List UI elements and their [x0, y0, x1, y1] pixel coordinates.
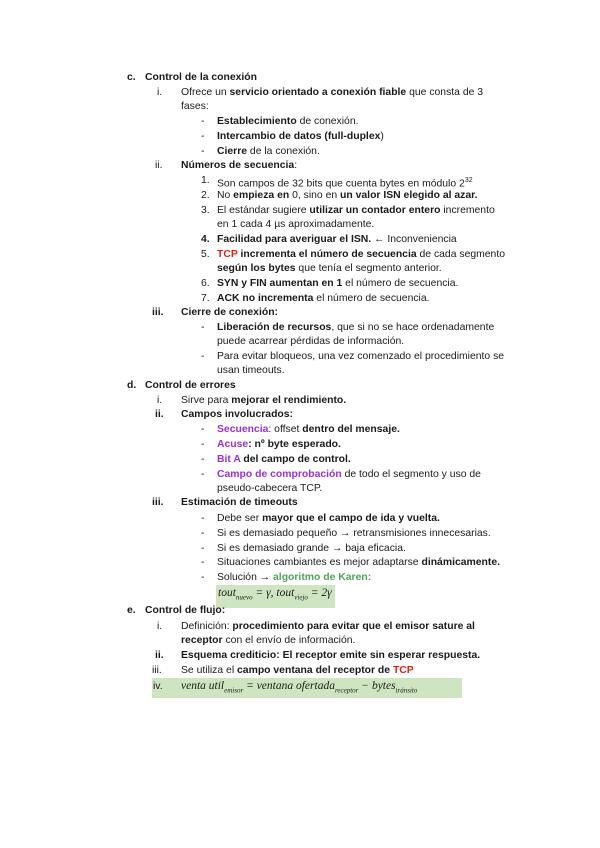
- bullet-dash: -: [201, 116, 205, 127]
- e-ii-text: Esquema crediticio: El receptor emite sin esperar respuesta.: [181, 650, 481, 661]
- numbered-item-cont: en 1 cada 4 µs aproximadamente.: [217, 219, 375, 230]
- numbered-marker: 7.: [201, 293, 210, 304]
- list-item-cont: usan timeouts.: [217, 365, 285, 376]
- timeout-formula: tout$_{nuevo}$ = γ, tout$_{viejo}$ = 2γ: [216, 585, 335, 608]
- list-item: Solución → algoritmo de Karen:: [217, 572, 372, 583]
- list-item: Situaciones cambiantes es mejor adaptarse dinámicamente.: [217, 557, 501, 568]
- d-iii-title: Estimación de timeouts: [181, 497, 298, 508]
- bullet-dash: -: [201, 543, 205, 554]
- bullet-dash: -: [201, 557, 205, 568]
- numbered-item: El estándar sugiere utilizar un contador entero incremento: [217, 205, 495, 216]
- numbered-marker: 2.: [201, 190, 210, 201]
- list-item: Cierre de la conexión.: [217, 146, 320, 157]
- e-iv-marker: iv.: [153, 681, 163, 692]
- bullet-dash: -: [201, 131, 205, 142]
- section-e-title: Control de flujo:: [145, 605, 226, 616]
- list-item: Secuencia: offset dentro del mensaje.: [217, 424, 400, 435]
- numbered-item: No empieza en 0, sino en un valor ISN elegido al azar.: [217, 190, 478, 201]
- numbered-item: TCP incrementa el número de secuencia de cada segmento: [217, 249, 506, 260]
- bullet-dash: -: [201, 528, 205, 539]
- bullet-dash: -: [201, 146, 205, 157]
- flow-formula: venta util$_{emisor}$ = ventana ofertada$_{receptor}$ − bytes$_{tránsito}$: [181, 680, 418, 695]
- list-item: Bit A del campo de control.: [217, 454, 351, 465]
- section-c-marker: c.: [127, 72, 136, 83]
- c-iii-title: Cierre de conexión:: [181, 307, 279, 318]
- numbered-marker: 3.: [201, 205, 210, 216]
- list-item-cont: pseudo-cabecera TCP.: [217, 483, 323, 494]
- c-iii-marker: iii.: [152, 307, 164, 318]
- numbered-item: Facilidad para averiguar el ISN. ← Inconveniencia: [217, 234, 457, 245]
- list-item: Para evitar bloqueos, una vez comenzado el procedimiento se: [217, 351, 505, 362]
- section-d-marker: d.: [127, 380, 137, 391]
- d-i-text: Sirve para mejorar el rendimiento.: [181, 395, 347, 406]
- e-iii-text: Se utiliza el campo ventana del receptor de TCP: [181, 665, 414, 676]
- d-ii-title: Campos involucrados:: [181, 409, 294, 420]
- bullet-dash: -: [201, 439, 205, 450]
- bullet-dash: -: [201, 351, 205, 362]
- list-item: Acuse: nº byte esperado.: [217, 439, 341, 450]
- bullet-dash: -: [201, 322, 205, 333]
- e-i-marker: i.: [157, 621, 163, 632]
- e-iii-marker: iii.: [152, 665, 162, 676]
- c-i-marker: i.: [157, 87, 163, 98]
- bullet-dash: -: [201, 572, 205, 583]
- list-item: Liberación de recursos, que si no se hace ordenadamente: [217, 322, 495, 333]
- e-ii-marker: ii.: [155, 650, 164, 661]
- c-i-text: Ofrece un servicio orientado a conexión fiable que consta de 3: [181, 87, 484, 98]
- numbered-marker: 6.: [201, 278, 210, 289]
- bullet-dash: -: [201, 424, 205, 435]
- numbered-marker: 5.: [201, 249, 210, 260]
- c-i-text-cont: fases:: [181, 101, 209, 112]
- section-d-title: Control de errores: [145, 380, 236, 391]
- bullet-dash: -: [201, 469, 205, 480]
- e-i-text-cont: receptor con el envío de información.: [181, 635, 356, 646]
- numbered-item: SYN y FIN aumentan en 1 el número de secuencia.: [217, 278, 459, 289]
- c-ii-marker: ii.: [155, 160, 163, 171]
- list-item-cont: puede acarrear pérdidas de información.: [217, 336, 405, 347]
- numbered-marker: 1.: [201, 175, 210, 186]
- section-e-marker: e.: [127, 605, 136, 616]
- c-ii-title: Números de secuencia:: [181, 160, 298, 171]
- numbered-item-cont: según los bytes que tenía el segmento anterior.: [217, 263, 442, 274]
- bullet-dash: -: [201, 513, 205, 524]
- d-ii-marker: ii.: [155, 409, 164, 420]
- list-item: Campo de comprobación de todo el segmento y uso de: [217, 469, 481, 480]
- list-item: Establecimiento de conexión.: [217, 116, 359, 127]
- list-item: Debe ser mayor que el campo de ida y vuelta.: [217, 513, 440, 524]
- list-item: Si es demasiado grande → baja eficacia.: [217, 543, 406, 554]
- d-i-marker: i.: [157, 395, 163, 406]
- numbered-item: ACK no incrementa el número de secuencia.: [217, 293, 430, 304]
- list-item: Intercambio de datos (full-duplex): [217, 131, 384, 142]
- e-i-text: Definición: procedimiento para evitar que el emisor sature al: [181, 621, 475, 632]
- d-iii-marker: iii.: [152, 497, 164, 508]
- list-item: Si es demasiado pequeño → retransmisiones innecesarias.: [217, 528, 491, 539]
- bullet-dash: -: [201, 454, 205, 465]
- numbered-item: Son campos de 32 bits que cuenta bytes en módulo $2^{32}$: [217, 177, 473, 190]
- section-c-title: Control de la conexión: [145, 72, 257, 83]
- numbered-marker: 4.: [201, 234, 210, 245]
